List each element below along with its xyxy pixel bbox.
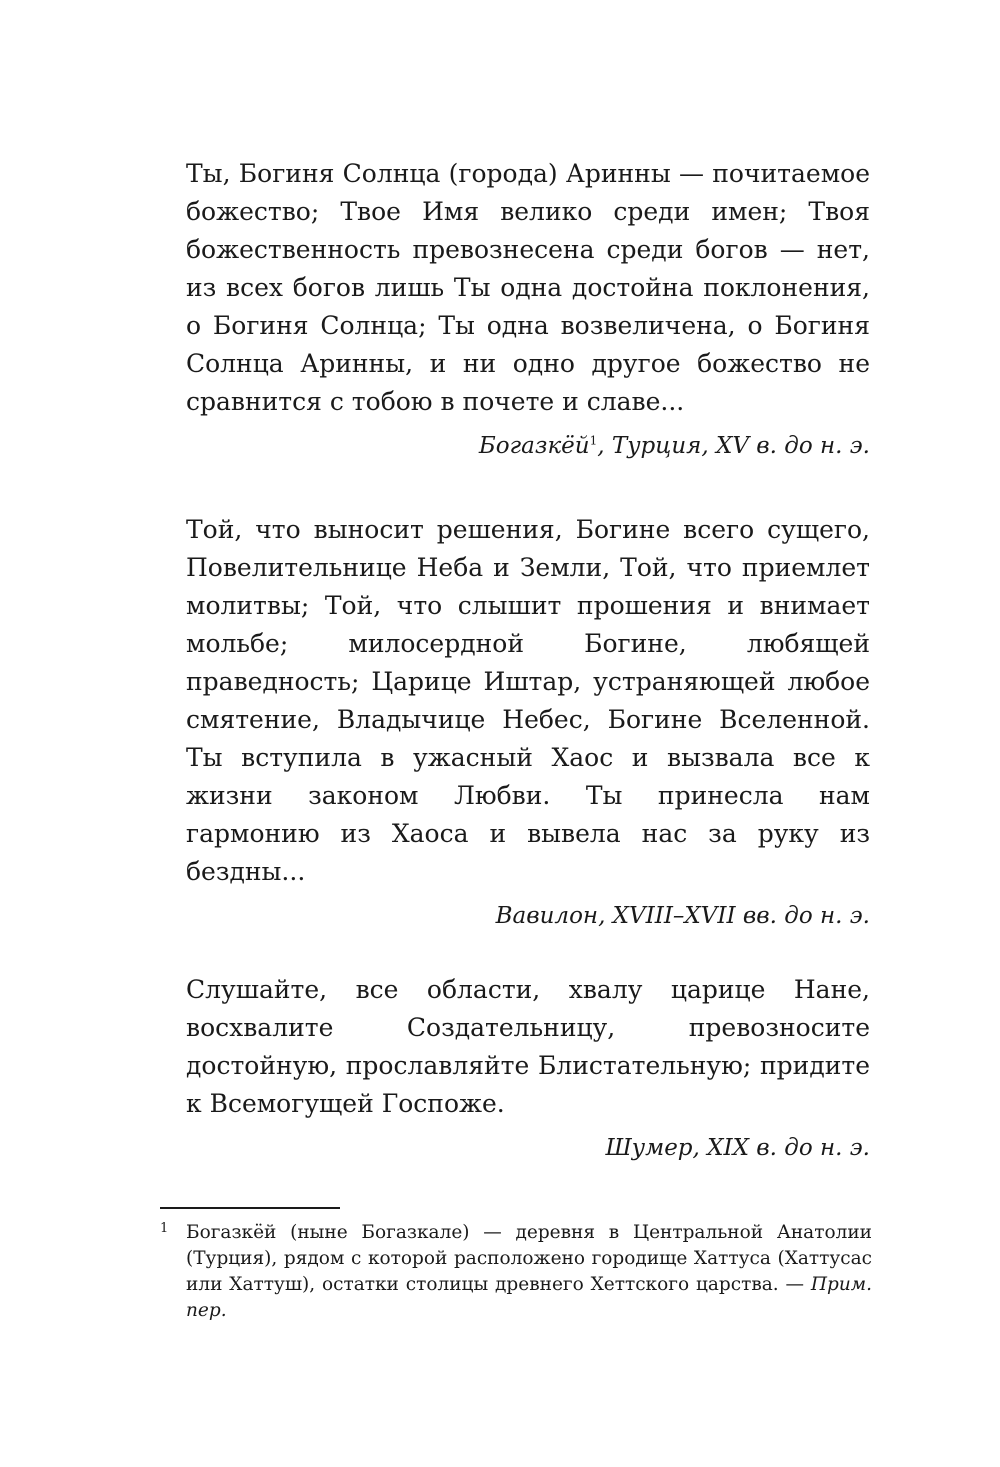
hymn-passage	[186, 511, 870, 935]
hymn-source	[186, 427, 870, 465]
footnote-reference: 1	[589, 433, 598, 448]
hymn-text: Той, что выносит решения, Богине всего сущего, Повелительнице Неба и Земли, Той, что приемлет молитвы; Той, что слышит прошения и внимает мольбе; милосердной Богине, любящей праведность; Царице Иштар, устраняющей любое смятение, Владычице Небес, Богине Вселенной. Ты вступила в ужасный Хаос и вызвала все к жизни законом Любви. Ты принесла нам гармонию из Хаоса и вывела нас за руку из бездны...	[186, 515, 870, 886]
footnote-divider	[160, 1207, 340, 1209]
hymn-passage	[186, 971, 870, 1167]
source-details: , Турция, XV в. до н. э.	[597, 433, 870, 459]
hymn-text: Ты, Богиня Солнца (города) Аринны — почитаемое божество; Твое Имя велико среди имен; Твоя божественность превознесена среди богов — нет, из всех богов лишь Ты одна достойна поклонения, о Богиня Солнца; Ты одна возвеличена, о Богиня Солнца Аринны, и ни одно другое божество не сравнится с тобою в почете и славе...	[186, 159, 870, 416]
hymn-text: Слушайте, все области, хвалу царице Нане, восхвалите Создательницу, превозносите достойную, прославляйте Блистательную; придите к Всемогущей Госпоже.	[186, 975, 870, 1118]
footnote-body: Богазкёй (ныне Богазкале) — деревня в Центральной Анатолии (Турция), рядом с которой расположено городище Хаттуса (Хаттусас или Хаттуш), остатки столицы древнего Хеттского царства. —	[186, 1222, 872, 1295]
hymn-source: Вавилон, XVIII–XVII вв. до н. э.	[495, 903, 870, 929]
footnote-number: 1	[160, 1221, 169, 1236]
source-place: Богазкёй	[478, 433, 590, 459]
hymn-passage	[186, 155, 870, 465]
translator-note: Прим. пер.	[186, 1274, 872, 1321]
hymn-source: Шумер, XIX в. до н. э.	[605, 1135, 870, 1161]
page-body	[186, 155, 870, 1167]
footnote	[160, 1220, 872, 1324]
footnote-text	[186, 1220, 872, 1324]
